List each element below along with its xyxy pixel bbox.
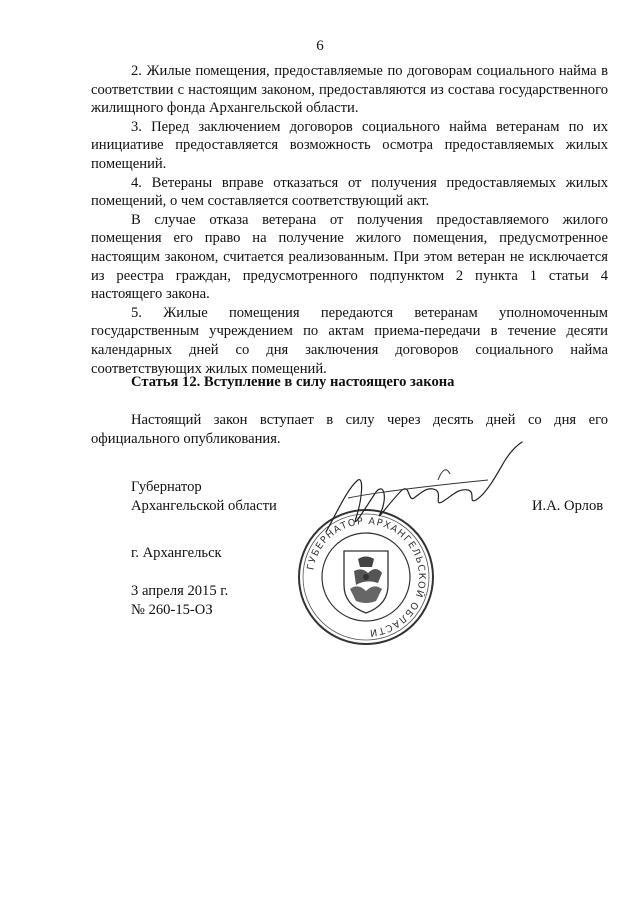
- page-number: 6: [316, 38, 324, 54]
- handwritten-signature-icon: [318, 440, 528, 550]
- paragraph: 4. Ветераны вправе отказаться от получения предоставляемых жилых помещений, о чем составляется соответствующий акт.: [91, 174, 608, 210]
- signer-title-line1: Губернатор: [131, 479, 202, 495]
- law-number: № 260-15-ОЗ: [131, 602, 213, 618]
- paragraph: Настоящий закон вступает в силу через десять дней со дня его официального опубликования.: [91, 412, 608, 447]
- signer-title-line2: Архангельской области: [131, 498, 277, 514]
- date: 3 апреля 2015 г.: [131, 583, 229, 599]
- article-11-body: [91, 62, 608, 378]
- paragraph: 3. Перед заключением договоров социального найма ветеранам по их инициативе предоставляется возможность осмотра предоставляемых жилых помещений.: [91, 118, 608, 172]
- signer-name: И.А. Орлов: [532, 498, 604, 514]
- article-heading: Статья 12. Вступление в силу настоящего закона: [131, 374, 455, 390]
- city: г. Архангельск: [131, 545, 222, 561]
- paragraph: 5. Жилые помещения передаются ветеранам уполномоченным государственным учреждением по актам приема-передачи в течение десяти календарных дней со дня заключения договоров социального найма соответствующих жилых помещений.: [91, 304, 608, 377]
- paragraph: 2. Жилые помещения, предоставляемые по договорам социального найма в соответствии с настоящим законом, предоставляются из состава государственного жилищного фонда Архангельской области.: [91, 63, 608, 117]
- seal-text: ГУБЕРНАТОР АРХАНГЕЛЬСКОЙ ОБЛАСТИ: [305, 515, 428, 639]
- paragraph: В случае отказа ветерана от получения предоставляемого жилого помещения его право на получение жилого помещения, предусмотренное настоящим законом, считается реализованным. При этом ветеран не исключается из реестра граждан, предусмотренного подпунктом 2 пункта 1 статьи 4 настоящего закона.: [91, 211, 608, 303]
